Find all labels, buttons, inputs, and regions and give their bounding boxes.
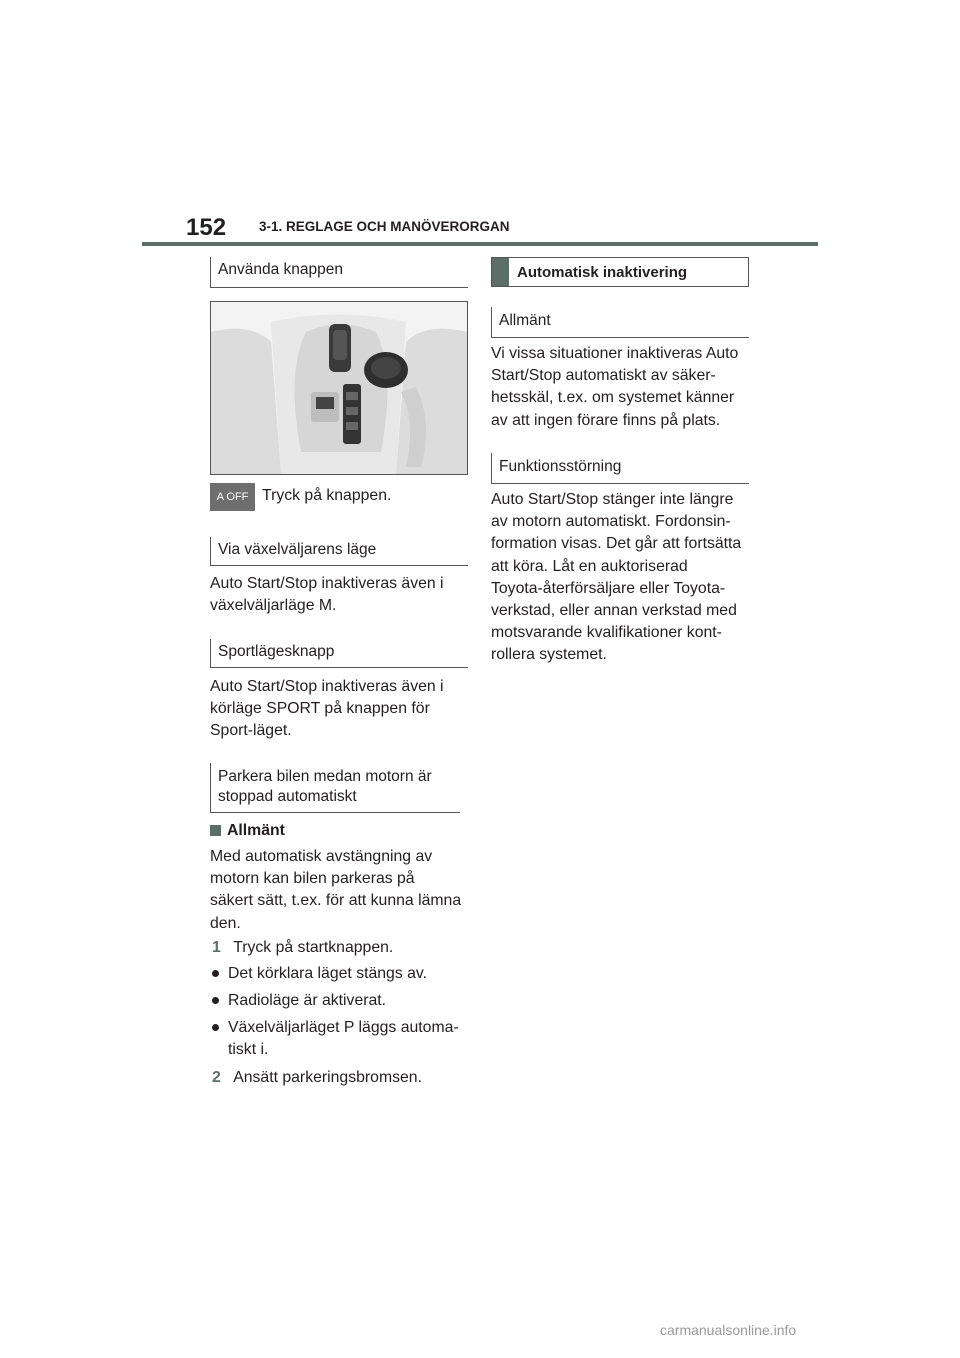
caption-general-right: Allmänt <box>491 307 749 338</box>
watermark: carmanualsonline.info <box>660 1322 797 1338</box>
center-console-photo <box>210 301 468 475</box>
step-number: 2 <box>212 1069 221 1086</box>
step-2: 2 Ansätt parkeringsbromsen. <box>212 1069 422 1086</box>
caption-use-button: Använda knappen <box>210 257 468 288</box>
square-bullet-icon <box>210 825 221 836</box>
general-heading: Allmänt <box>210 820 285 842</box>
section-title: 3-1. REGLAGE OCH MANÖVERORGAN <box>259 219 510 234</box>
press-button-text: Tryck på knappen. <box>262 487 392 504</box>
caption-gear-selector: Via växelväljarens läge <box>210 537 468 566</box>
step-1: 1 Tryck på startknappen. <box>212 939 394 956</box>
center-console-illustration <box>211 302 467 474</box>
bullet-item: Radioläge är aktiverat. <box>228 992 387 1009</box>
step-number: 1 <box>212 939 221 956</box>
bullet-dot-icon <box>212 1024 219 1031</box>
page-number: 152 <box>186 214 227 241</box>
heading-automatic-deactivation: Automatisk inaktivering <box>491 257 749 287</box>
caption-malfunction: Funktionsstörning <box>491 453 749 484</box>
bullet-dot-icon <box>212 997 219 1004</box>
malfunction-paragraph: Auto Start/Stop stänger inte längre av motorn automatiskt. Fordonsin- formation visas. Det går att fortsätta att köra. Låt en auktoriserad Toyota-återförsäljare eller Toyota- verkstad, eller annan verkstad med motsvarande kvalifikationer kont- rollera systemet. <box>491 491 742 664</box>
caption-park-car: Parkera bilen medan motorn är stoppad automatiskt <box>210 763 460 813</box>
header-divider <box>142 242 818 246</box>
heading-marker <box>492 258 509 286</box>
sport-paragraph: Auto Start/Stop inaktiveras även i körläge SPORT på knappen för Sport-läget. <box>210 678 444 740</box>
bullet-dot-icon <box>212 970 219 977</box>
auto-deactivation-paragraph: Vi vissa situationer inaktiveras Auto Start/Stop automatiskt av säker- hetsskäl, t.ex. om systemet känner av att ingen förare finns på plats. <box>491 345 739 429</box>
gear-selector-paragraph: Auto Start/Stop inaktiveras även i växelväljarläge M. <box>210 575 444 615</box>
bullet-item: Växelväljarläget P läggs automa- tiskt i. <box>228 1019 459 1059</box>
bullet-item: Det körklara läget stängs av. <box>228 965 428 982</box>
caption-sport-button: Sportlägesknapp <box>210 639 468 668</box>
general-paragraph: Med automatisk avstängning av motorn kan bilen parkeras på säkert sätt, t.ex. för att kunna lämna den. <box>210 848 462 932</box>
auto-stop-off-button-icon: A OFF <box>210 483 255 511</box>
